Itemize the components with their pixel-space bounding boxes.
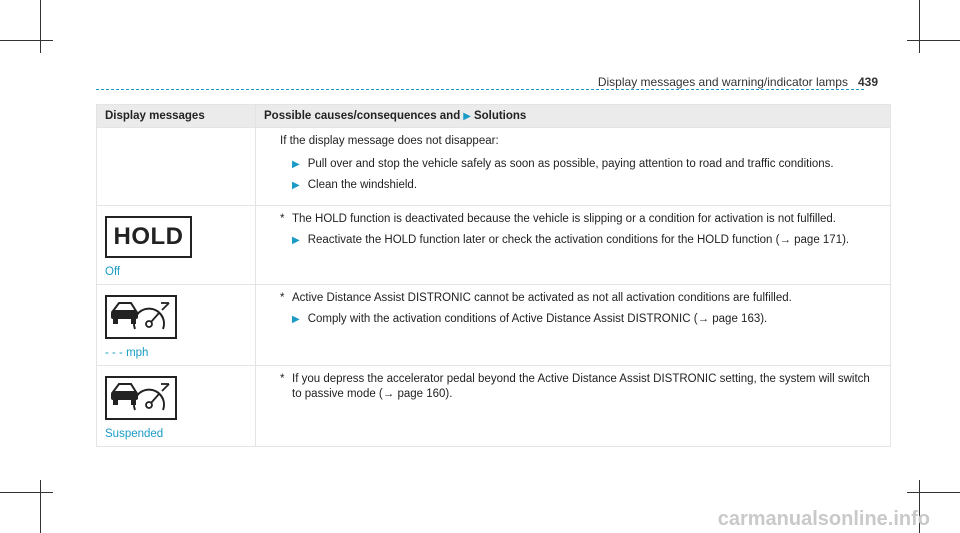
triangle-right-icon: ▶ — [292, 314, 300, 325]
messages-table — [96, 104, 891, 447]
asterisk-marker: * — [280, 292, 285, 304]
asterisk-marker: * — [280, 373, 285, 385]
asterisk-marker: * — [280, 213, 285, 225]
cause-cell — [256, 206, 891, 285]
distance-assist-icon — [105, 376, 177, 420]
col-header-display-messages: Display messages — [97, 105, 256, 128]
solution-item — [292, 312, 882, 327]
crop-mark — [907, 492, 960, 493]
triangle-right-icon: ▶ — [463, 111, 471, 122]
section-title: Display messages and warning/indicator lamps — [597, 75, 848, 89]
display-label: - - - mph — [105, 347, 149, 359]
cause-item — [280, 212, 882, 227]
cause-item — [280, 291, 882, 306]
crop-mark — [40, 0, 41, 53]
cause-item — [280, 372, 882, 402]
crop-mark — [0, 40, 53, 41]
watermark: carmanualsonline.info — [717, 508, 930, 530]
col-header-solutions-text: Solutions — [473, 110, 527, 122]
page-header — [598, 75, 878, 89]
cause-cell — [256, 285, 891, 366]
display-cell — [97, 285, 256, 366]
table-row — [97, 128, 891, 206]
cause-cell — [256, 366, 891, 447]
solution-item — [292, 178, 882, 193]
table-row — [97, 366, 891, 447]
intro-text: If the display message does not disappear: — [280, 135, 499, 147]
triangle-right-icon: ▶ — [292, 159, 300, 170]
crop-mark — [40, 480, 41, 533]
solution-item — [292, 157, 882, 172]
display-cell — [97, 366, 256, 447]
triangle-right-icon: ▶ — [292, 180, 300, 191]
distance-assist-icon — [105, 295, 177, 339]
solution-text: Reactivate the HOLD function later or check the activation conditions for the HOLD function (→ page 171). — [307, 234, 850, 246]
cause-text: If you depress the accelerator pedal beyond the Active Distance Assist DISTRONIC setting, the system will switch to passive mode (→ page 160). — [292, 373, 870, 400]
solution-text: Pull over and stop the vehicle safely as soon as possible, paying attention to road and traffic conditions. — [307, 158, 834, 170]
crop-mark — [907, 40, 960, 41]
display-cell — [97, 206, 256, 285]
cause-text: The HOLD function is deactivated because the vehicle is slipping or a condition for activation is not fulfilled. — [292, 213, 836, 225]
page-number: 439 — [857, 75, 878, 89]
col-header-causes-text: Possible causes/consequences and — [264, 110, 461, 122]
table-header-row — [97, 105, 891, 128]
crop-mark — [919, 0, 920, 53]
crop-mark — [0, 492, 53, 493]
cause-text: Active Distance Assist DISTRONIC cannot be activated as not all activation conditions are fulfilled. — [292, 292, 792, 304]
cause-cell — [256, 128, 891, 206]
solution-item — [292, 233, 882, 248]
hold-icon: HOLD — [105, 216, 192, 258]
table-row — [97, 285, 891, 366]
display-label: Off — [105, 266, 121, 278]
display-label: Suspended — [105, 428, 164, 440]
header-divider — [96, 89, 864, 90]
solution-text: Clean the windshield. — [307, 179, 418, 191]
solution-text: Comply with the activation conditions of Active Distance Assist DISTRONIC (→ page 163). — [307, 313, 768, 325]
triangle-right-icon: ▶ — [292, 235, 300, 246]
col-header-causes — [256, 105, 891, 128]
table-row — [97, 206, 891, 285]
display-cell — [97, 128, 256, 206]
